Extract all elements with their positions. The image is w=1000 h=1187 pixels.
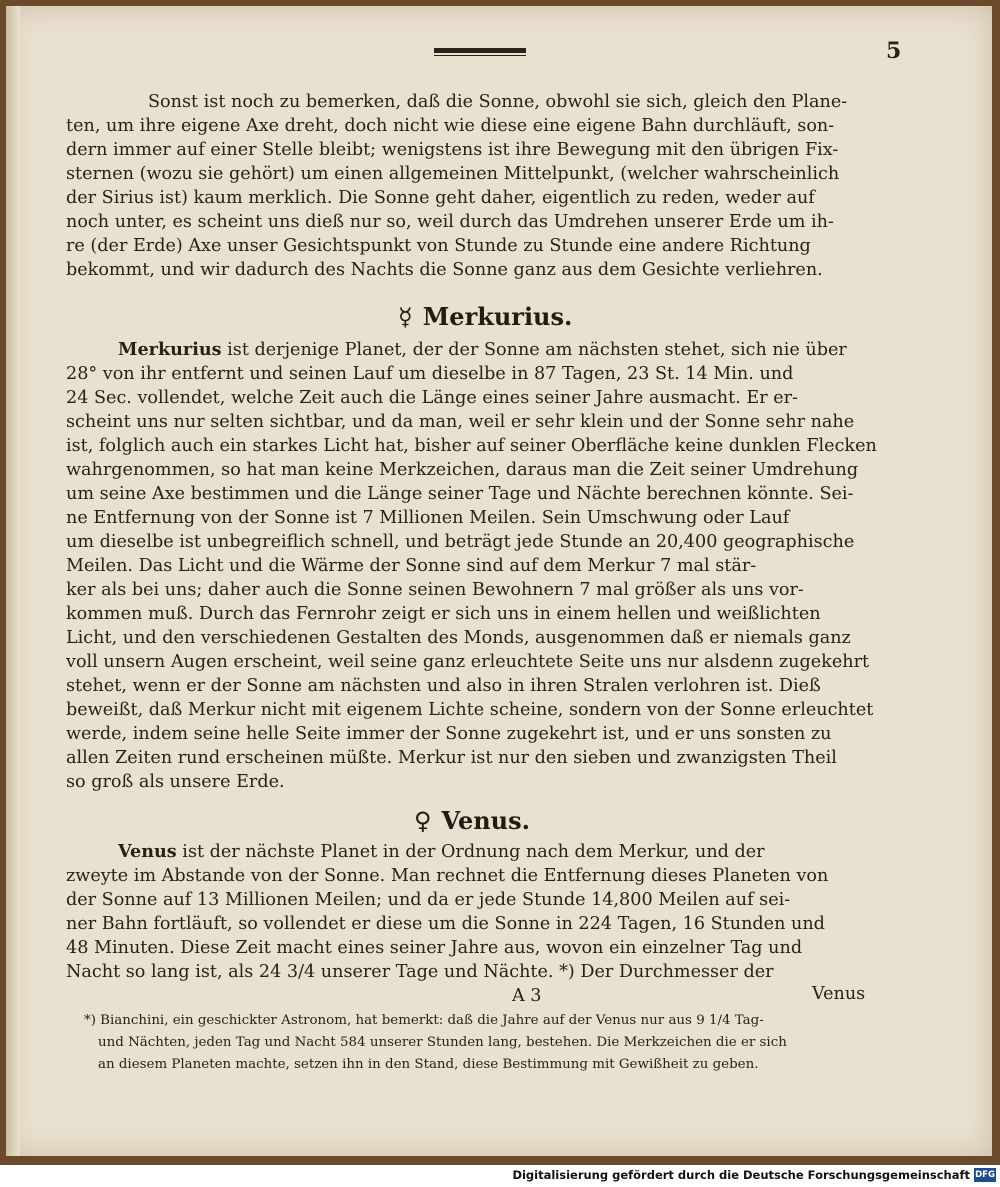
dfg-logo-icon: DFG (975, 1170, 995, 1180)
section-heading-merkurius (398, 302, 572, 331)
text-line: der Sirius ist) kaum merklich. Die Sonne geht daher, eigentlich zu reden, weder auf (66, 188, 815, 208)
header-rule (434, 48, 526, 56)
lead-word: Merkurius (118, 339, 222, 360)
text-line: dern immer auf einer Stelle bleibt; wenigstens ist ihre Bewegung mit den übrigen Fix- (66, 140, 839, 160)
line-text: ist derjenige Planet, der der Sonne am nächsten stehet, sich nie über (221, 340, 847, 360)
footnote-line: *) Bianchini, ein geschickter Astronom, hat bemerkt: daß die Jahre auf der Venus nur aus 9 1/4 Tag- (84, 1013, 764, 1028)
text-line: ne Entfernung von der Sonne ist 7 Millionen Meilen. Sein Umschwung oder Lauf (66, 508, 790, 528)
text-line: so groß als unsere Erde. (66, 772, 285, 792)
text-line: Meilen. Das Licht und die Wärme der Sonne sind auf dem Merkur 7 mal stär- (66, 556, 757, 576)
text-line: kommen muß. Durch das Fernrohr zeigt er sich uns in einem hellen und weißlichten (66, 604, 821, 624)
digitization-credit-bar (0, 1165, 1000, 1187)
text-line: noch unter, es scheint uns dieß nur so, weil durch das Umdrehen unserer Erde um ih- (66, 212, 834, 232)
text-line: 48 Minuten. Diese Zeit macht eines seiner Jahre aus, wovon ein einzelner Tag und (66, 938, 803, 958)
text-line: um dieselbe ist unbegreiflich schnell, und beträgt jede Stunde an 20,400 geographische (66, 532, 855, 552)
footnote-line: und Nächten, jeden Tag und Nacht 584 unserer Stunden lang, bestehen. Die Merkzeichen die er sich (98, 1035, 787, 1050)
text-line: wahrgenommen, so hat man keine Merkzeichen, daraus man die Zeit seiner Umdrehung (66, 460, 859, 480)
lead-word: Venus (118, 841, 177, 862)
text-line: bekommt, und wir dadurch des Nachts die Sonne ganz aus dem Gesichte verliehren. (66, 260, 823, 280)
text-line: 28° von ihr entfernt und seinen Lauf um dieselbe in 87 Tagen, 23 St. 14 Min. und (66, 364, 794, 384)
page-gutter-shadow (6, 6, 20, 1156)
text-line: Licht, und den verschiedenen Gestalten des Monds, ausgenommen daß er niemals ganz (66, 628, 851, 648)
section-heading-venus (414, 806, 530, 835)
line-text: ist der nächste Planet in der Ordnung nach dem Merkur, und der (176, 842, 765, 862)
footnote-line: an diesem Planeten machte, setzen ihn in den Stand, diese Bestimmung mit Gewißheit zu geben. (98, 1057, 759, 1072)
catchword: Venus (812, 984, 866, 1004)
text-line: scheint uns nur selten sichtbar, und da man, weil er sehr klein und der Sonne sehr nahe (66, 412, 855, 432)
signature-mark: A 3 (512, 986, 542, 1006)
text-line: Nacht so lang ist, als 24 3/4 unserer Tage und Nächte. *) Der Durchmesser der (66, 962, 774, 982)
mercury-symbol-icon: ☿ (398, 303, 413, 331)
text-line: der Sonne auf 13 Millionen Meilen; und da er jede Stunde 14,800 Meilen auf sei- (66, 890, 791, 910)
text-line: ker als bei uns; daher auch die Sonne seinen Bewohnern 7 mal größer als uns vor- (66, 580, 804, 600)
text-line: 24 Sec. vollendet, welche Zeit auch die Länge eines seiner Jahre ausmacht. Er er- (66, 388, 798, 408)
venus-symbol-icon: ♀ (414, 807, 432, 835)
text-line: Sonst ist noch zu bemerken, daß die Sonne, obwohl sie sich, gleich den Plane- (148, 92, 848, 112)
page-number: 5 (886, 38, 902, 64)
text-line: re (der Erde) Axe unser Gesichtspunkt von Stunde zu Stunde eine andere Richtung (66, 236, 811, 256)
heading-text: Venus. (441, 806, 530, 835)
text-line: ist, folglich auch ein starkes Licht hat, bisher auf seiner Oberfläche keine dunklen Flecken (66, 436, 877, 456)
text-line: zweyte im Abstande von der Sonne. Man rechnet die Entfernung dieses Planeten von (66, 866, 829, 886)
heading-text: Merkurius. (422, 302, 573, 331)
text-line: werde, indem seine helle Seite immer der Sonne zugekehrt ist, und er uns sonsten zu (66, 724, 832, 744)
text-line: allen Zeiten rund erscheinen müßte. Merkur ist nur den sieben und zwanzigsten Theil (66, 748, 837, 768)
credit-text: Digitalisierung gefördert durch die Deutsche Forschungsgemeinschaft (512, 1168, 970, 1182)
text-line: voll unsern Augen erscheint, weil seine ganz erleuchtete Seite uns nur alsdenn zugekehrt (66, 652, 870, 672)
text-line: sternen (wozu sie gehört) um einen allgemeinen Mittelpunkt, (welcher wahrscheinlich (66, 164, 840, 184)
text-line: um seine Axe bestimmen und die Länge seiner Tage und Nächte berechnen könnte. Sei- (66, 484, 854, 504)
text-line: ner Bahn fortläuft, so vollendet er diese um die Sonne in 224 Tagen, 16 Stunden und (66, 914, 825, 934)
text-line: ten, um ihre eigene Axe dreht, doch nicht wie diese eine eigene Bahn durchläuft, son- (66, 116, 835, 136)
text-line: beweißt, daß Merkur nicht mit eigenem Lichte scheine, sondern von der Sonne erleuchtet (66, 700, 874, 720)
text-line (118, 338, 847, 362)
text-line (118, 840, 765, 864)
text-line: stehet, wenn er der Sonne am nächsten und also in ihren Stralen verlohren ist. Dieß (66, 676, 821, 696)
